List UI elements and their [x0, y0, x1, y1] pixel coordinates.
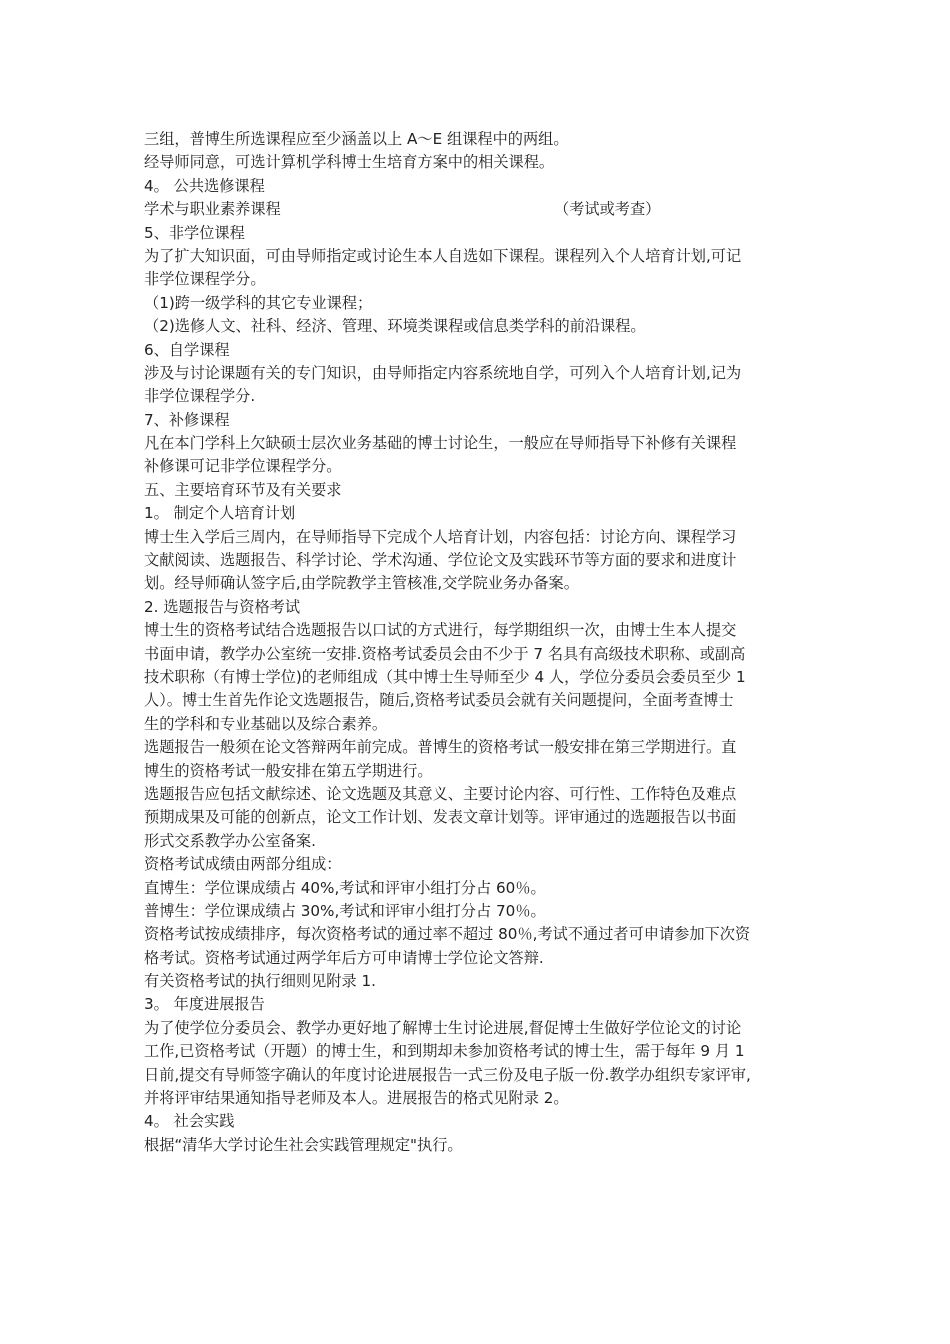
text-line-33: 直博生：学位课成绩占 40%,考试和评审小组打分占 60％。: [144, 878, 546, 897]
text-line-24: 技术职称（有博士学位)的老师组成（其中博士生导师至少 4 人，学位分委员会委员至少 1: [144, 667, 746, 686]
course-assessment: （考试或考查）: [554, 200, 661, 219]
section-heading-plan: 1。 制定个人培育计划: [144, 504, 296, 523]
text-line-26: 生的学科和专业基础以及综合素养。: [144, 714, 387, 733]
text-line-42: 并将评审结果通知指导老师及本人。进展报告的格式见附录 2。: [144, 1089, 569, 1108]
text-line-30: 预期成果及可能的创新点，论文工作计划、发表文章计划等。评审通过的选题报告以书面: [144, 808, 737, 827]
section-heading-non-degree: 5、非学位课程: [144, 223, 245, 242]
course-line-academic-literacy: [144, 198, 824, 221]
text-line-37: 有关资格考试的执行细则见附录 1.: [144, 972, 376, 991]
document-body: [144, 128, 824, 1157]
text-line-25: 人）。博士生首先作论文选题报告，随后,资格考试委员会就有关问题提问，全面考查博士: [144, 691, 734, 710]
section-heading-annual-report: 3。 年度进展报告: [144, 995, 265, 1014]
section-heading-remedial: 7、补修课程: [144, 410, 230, 429]
text-line-6: 为了扩大知识面，可由导师指定或讨论生本人自选如下课程。课程列入个人培育计划,可记: [144, 246, 742, 265]
text-line-12: 非学位课程学分.: [144, 387, 256, 406]
text-line-11: 涉及与讨论课题有关的专门知识，由导师指定内容系统地自学，可列入个人培育计划,记为: [144, 363, 742, 382]
text-line-39: 为了使学位分委员会、教学办更好地了解博士生讨论进展,督促博士生做好学位论文的讨论: [144, 1018, 742, 1037]
text-line-32: 资格考试成绩由两部分组成：: [144, 855, 342, 874]
text-line-41: 日前,提交有导师签字确认的年度讨论进展报告一式三份及电子版一份.教学办组织专家评审,: [144, 1065, 751, 1084]
list-item-2: （2)选修人文、社科、经济、管理、环境类课程或信息类学科的前沿课程。: [144, 317, 646, 336]
section-heading-public-electives: 4。 公共选修课程: [144, 176, 265, 195]
course-name: 学术与职业素养课程: [144, 200, 281, 219]
section-heading-self-study: 6、自学课程: [144, 340, 230, 359]
text-line-23: 书面申请，教学办公室统一安排.资格考试委员会由不少于 7 名具有高级技术职称、或副高: [144, 644, 746, 663]
text-line-2: 经导师同意，可选计算机学科博士生培育方案中的相关课程。: [144, 153, 555, 172]
text-line-19: 文献阅读、选题报告、科学讨论、学术沟通、学位论文及实践环节等方面的要求和进度计: [144, 551, 737, 570]
text-line-20: 划。经导师确认签字后,由学院教学主管核准,交学院业务办备案。: [144, 574, 579, 593]
text-line-40: 工作,已资格考试（开题）的博士生，和到期却未参加资格考试的博士生，需于每年 9 月 1: [144, 1042, 745, 1061]
chapter-heading-training: 五、主要培育环节及有关要求: [144, 480, 342, 499]
list-item-1: （1)跨一级学科的其它专业课程；: [144, 293, 373, 312]
text-line-28: 博生的资格考试一般安排在第五学期进行。: [144, 761, 433, 780]
text-line-14: 凡在本门学科上欠缺硕士层次业务基础的博士讨论生，一般应在导师指导下补修有关课程: [144, 434, 737, 453]
text-line-29: 选题报告应包括文献综述、论文选题及其意义、主要讨论内容、可行性、工作特色及难点: [144, 784, 737, 803]
text-line-22: 博士生的资格考试结合选题报告以口试的方式进行，每学期组织一次，由博士生本人提交: [144, 621, 737, 640]
text-line-18: 博士生入学后三周内，在导师指导下完成个人培育计划，内容包括：讨论方向、课程学习: [144, 527, 737, 546]
section-heading-social-practice: 4。 社会实践: [144, 1112, 235, 1131]
text-line-27: 选题报告一般须在论文答辩两年前完成。普博生的资格考试一般安排在第三学期进行。直: [144, 738, 737, 757]
text-line-34: 普博生：学位课成绩占 30%,考试和评审小组打分占 70％。: [144, 901, 546, 920]
text-line-36: 格考试。资格考试通过两学年后方可申请博士学位论文答辩.: [144, 948, 544, 967]
text-line-44: 根据“清华大学讨论生社会实践管理规定"执行。: [144, 1135, 463, 1154]
text-line-35: 资格考试按成绩排序，每次资格考试的通过率不超过 80％,考试不通过者可申请参加下次资: [144, 925, 751, 944]
section-heading-qualifying-exam: 2. 选题报告与资格考试: [144, 597, 301, 616]
text-line-1: 三组，普博生所选课程应至少涵盖以上 A～E 组课程中的两组。: [144, 130, 569, 148]
text-line-15: 补修课可记非学位课程学分。: [144, 457, 342, 476]
text-line-31: 形式交系教学办公室备案.: [144, 831, 316, 850]
text-line-7: 非学位课程学分。: [144, 270, 266, 289]
